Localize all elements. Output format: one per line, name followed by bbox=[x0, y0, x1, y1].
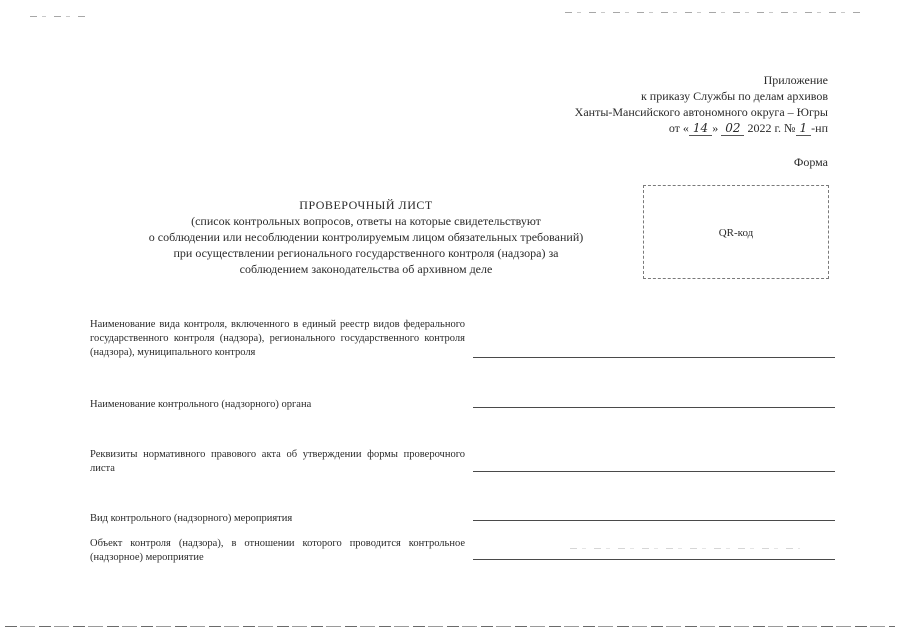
date-prefix: от « bbox=[668, 121, 689, 135]
field-label-control-type: Наименование вида контроля, включенного в единый реестр видов федерального государственного контроля (надзора), регионального государственного контроля (надзора), муниципального контроля bbox=[90, 319, 465, 358]
field-label-event-type: Вид контрольного (надзорного) мероприятия bbox=[90, 513, 293, 524]
qr-code-placeholder bbox=[643, 185, 829, 279]
title-subline-2: о соблюдении или несоблюдении контролируемым лицом обязательных требований) bbox=[148, 230, 584, 244]
date-year: 2022 г. № bbox=[747, 121, 796, 135]
scan-artifact-top-right bbox=[565, 12, 860, 13]
field-line-event-type[interactable] bbox=[473, 520, 835, 521]
date-mid: » bbox=[712, 121, 719, 135]
scan-artifact-mid-right bbox=[570, 548, 800, 549]
title-subline-1: (список контрольных вопросов, ответы на которые свидетельствуют bbox=[191, 214, 541, 228]
form-label: Форма bbox=[793, 155, 828, 169]
appendix-line-2: к приказу Службы по делам архивов bbox=[640, 89, 828, 103]
order-suffix: -нп bbox=[811, 121, 828, 135]
scan-artifact-bottom bbox=[5, 626, 895, 627]
scan-artifact-top-left bbox=[30, 16, 90, 17]
appendix-line-1: Приложение bbox=[763, 73, 828, 87]
title-block bbox=[100, 197, 632, 277]
title-subline-3: при осуществлении регионального государственного контроля (надзора) за bbox=[173, 246, 559, 260]
field-label-control-body: Наименование контрольного (надзорного) органа bbox=[90, 399, 312, 410]
field-line-control-body[interactable] bbox=[473, 407, 835, 408]
appendix-line-3: Ханты-Мансийского автономного округа – Югры bbox=[574, 105, 828, 119]
date-month: 02 bbox=[721, 121, 744, 136]
field-label-legal-act: Реквизиты нормативного правового акта об утверждении формы проверочного листа bbox=[90, 449, 465, 474]
field-line-control-object[interactable] bbox=[473, 559, 835, 560]
field-label-control-object: Объект контроля (надзора), в отношении которого проводится контрольное (надзорное) мероприятие bbox=[90, 538, 465, 563]
appendix-block bbox=[575, 72, 828, 136]
appendix-line-4 bbox=[575, 120, 828, 136]
field-line-legal-act[interactable] bbox=[473, 471, 835, 472]
date-day: 14 bbox=[689, 121, 712, 136]
title-subline-4: соблюдением законодательства об архивном деле bbox=[239, 262, 493, 276]
document-title: ПРОВЕРОЧНЫЙ ЛИСТ bbox=[299, 198, 433, 212]
order-number: 1 bbox=[796, 121, 812, 136]
field-line-control-type[interactable] bbox=[473, 357, 835, 358]
qr-code-label: QR-код bbox=[718, 227, 754, 239]
